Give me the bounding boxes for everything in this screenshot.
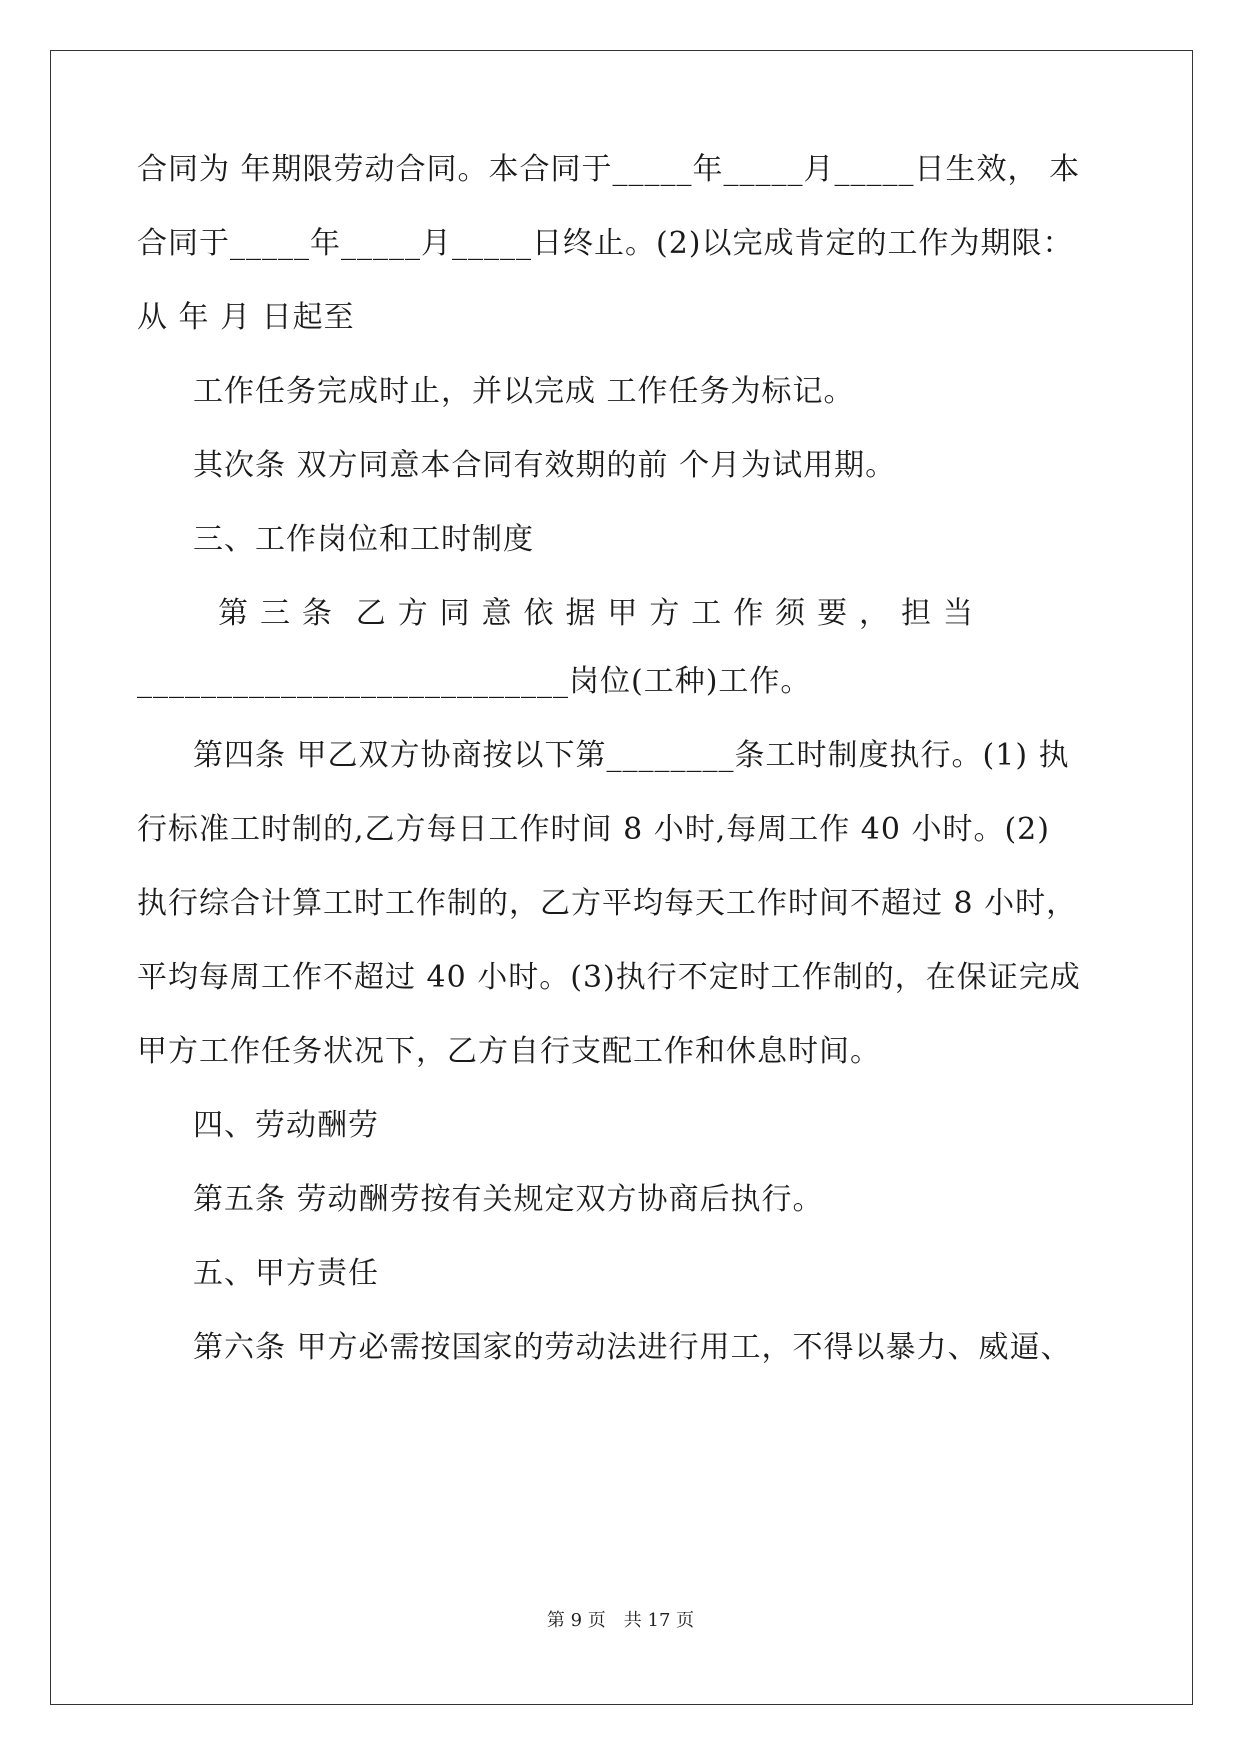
article-3-char: 第 <box>218 596 248 631</box>
text-line-9: 行标准工时制的,乙方每日工作时间 8 小时,每周工作 40 小时。(2) <box>137 812 1050 847</box>
text-line-3: 从 年 月 日起至 <box>137 300 355 335</box>
article-3-char: 同 <box>439 596 470 631</box>
section-heading-5: 五、甲方责任 <box>193 1256 379 1291</box>
article-3-char: 甲 <box>607 596 638 631</box>
article-3-char: 据 <box>565 596 596 631</box>
text-line-10: 执行综合计算工时工作制的，乙方平均每天工作时间不超过 8 小时， <box>137 886 1078 921</box>
text-line-14: 第五条 劳动酬劳按有关规定双方协商后执行。 <box>193 1182 824 1217</box>
text-line-12: 甲方工作任务状况下，乙方自行支配工作和休息时间。 <box>137 1034 881 1069</box>
article-3-char: 当 <box>942 596 973 631</box>
article-3-char: 作 <box>733 596 764 631</box>
text-line-1: 合同为 年期限劳动合同。本合同于_____年_____月_____日生效， 本 <box>137 152 1081 187</box>
article-3-char: 方 <box>397 596 428 631</box>
text-line-7: ___________________________岗位(工种)工作。 <box>137 664 812 699</box>
text-line-2: 合同于_____年_____月_____日终止。(2)以完成肯定的工作为期限： <box>137 226 1074 261</box>
article-3-char: 依 <box>523 596 554 631</box>
article-3-char: 方 <box>649 596 680 631</box>
article-3-char: 须 <box>775 596 806 631</box>
article-3-char: ， <box>859 596 889 631</box>
article-3-char: 担 <box>900 596 931 631</box>
page-number-footer: 第 9 页 共 17 页 <box>546 1610 695 1631</box>
article-3-line <box>218 594 973 634</box>
text-line-8: 第四条 甲乙双方协商按以下第________条工时制度执行。(1) 执 <box>193 738 1070 773</box>
text-line-5: 其次条 双方同意本合同有效期的前 个月为试用期。 <box>193 448 897 483</box>
article-3-char: 乙 <box>355 596 386 631</box>
article-3-char: 三 <box>259 596 290 631</box>
section-heading-3: 三、工作岗位和工时制度 <box>193 522 534 557</box>
section-heading-4: 四、劳动酬劳 <box>193 1108 379 1143</box>
text-line-11: 平均每周工作不超过 40 小时。(3)执行不定时工作制的，在保证完成 <box>137 960 1081 995</box>
article-3-char: 工 <box>691 596 722 631</box>
article-3-char: 条 <box>301 596 332 631</box>
text-line-16: 第六条 甲方必需按国家的劳动法进行用工，不得以暴力、威逼、 <box>193 1330 1072 1365</box>
text-line-4: 工作任务完成时止，并以完成 工作任务为标记。 <box>193 374 855 409</box>
article-3-char: 要 <box>817 596 848 631</box>
article-3-char: 意 <box>481 596 512 631</box>
